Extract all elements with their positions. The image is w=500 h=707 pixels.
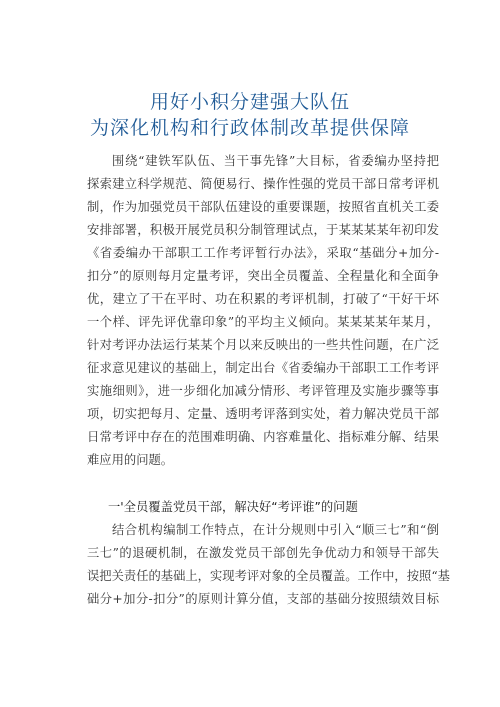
paragraph-line: 误把关责任的基础上，实现考评对象的全员覆盖。工作中，按照“基 — [87, 569, 450, 583]
document-title-line-1: 用好小积分建强大队伍 — [149, 91, 350, 113]
paragraph-line: 探索建立科学规范、简便易行、操作性强的党员干部日常考评机 — [87, 177, 439, 191]
paragraph-1 — [87, 150, 439, 472]
paragraph-line: 《省委编办干部职工工作考评暂行办法》，采取“基础分+加分- — [87, 246, 439, 260]
paragraph-line: 难应用的问题。 — [87, 453, 174, 467]
paragraph-line: 围绕“建铁军队伍、当干事先锋”大目标，省委编办坚持把 — [112, 154, 439, 168]
paragraph-line: 征求意见建议的基础上，制定出台《省委编办干部职工工作考评 — [87, 361, 439, 375]
paragraph-line: 优，建立了干在平时、功在积累的考评机制，打破了“干好干坏 — [87, 292, 439, 306]
paragraph-line: 制，作为加强党员干部队伍建设的重要课题，按照省直机关工委 — [87, 200, 439, 214]
paragraph-line: 一个样、评先评优靠印象”的平均主义倾向。某某某某年某月， — [87, 315, 439, 329]
paragraph-line: 针对考评办法运行某某个月以来反映出的一些共性问题，在广泛 — [87, 338, 439, 352]
paragraph-line: 础分+加分-扣分”的原则计算分值，支部的基础分按照绩效目标 — [87, 592, 439, 606]
paragraph-line: 实施细则》，进一步细化加减分情形、考评管理及实施步骤等事 — [87, 384, 439, 398]
paragraph-line: 日常考评中存在的范围难明确、内容难量化、指标难分解、结果 — [87, 430, 439, 444]
paragraph-line: 安排部署，积极开展党员积分制管理试点，于某某某某年初印发 — [87, 223, 439, 237]
paragraph-line: 项，切实把每月、定量、透明考评落到实处，着力解决党员干部 — [87, 407, 439, 421]
document-title-line-2: 为深化机构和行政体制改革提供保障 — [89, 117, 410, 139]
paragraph-2 — [87, 519, 450, 611]
section-heading-1: 一'全员覆盖党员干部，解决好“考评谁”的问题 — [108, 500, 358, 514]
paragraph-line: 扣分”的原则每月定量考评，突出全员覆盖、全程量化和全面争 — [87, 269, 439, 283]
paragraph-line: 三七”的退硬机制，在激发党员干部创先争优动力和领导干部失 — [87, 546, 439, 560]
paragraph-line: 结合机构编制工作特点，在计分规则中引入“顺三七”和“倒 — [112, 523, 439, 537]
